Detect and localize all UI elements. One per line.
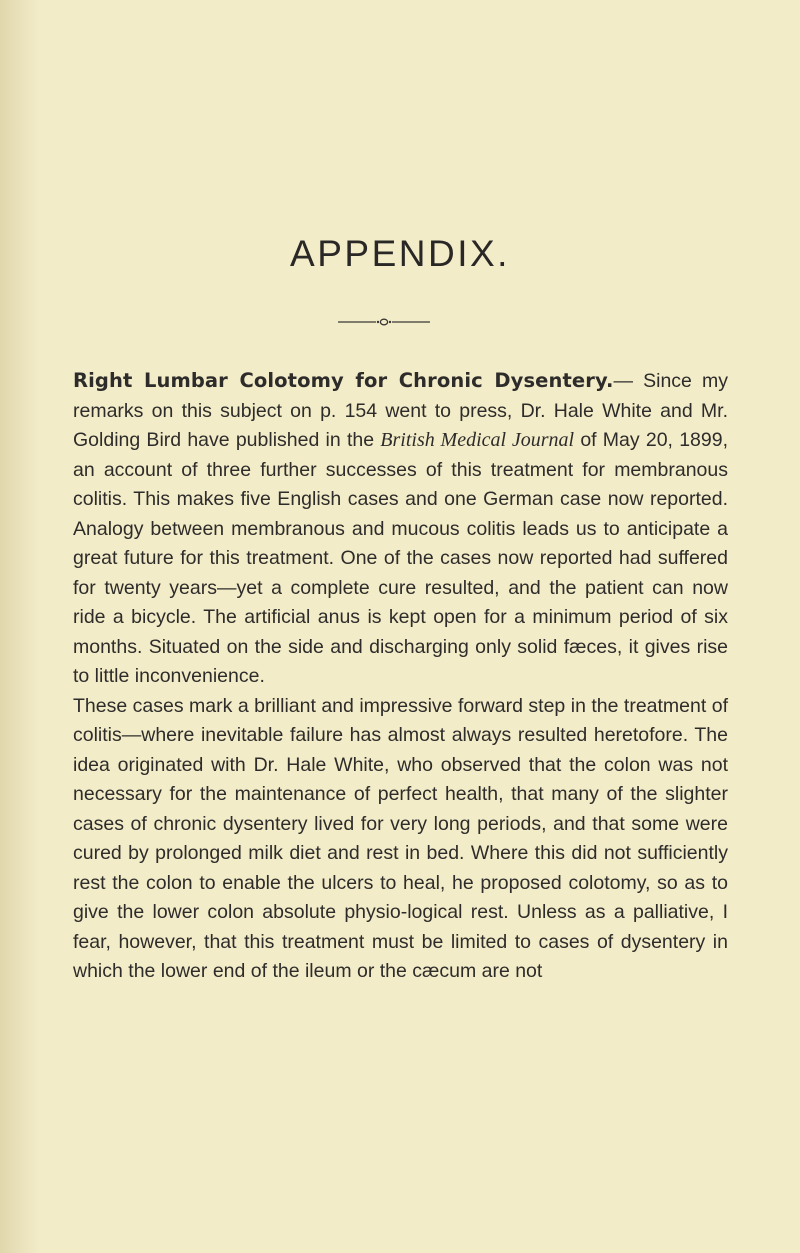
paragraph-1-text-a: Since my remarks on this subject on p. 154 went to press, Dr. Hale White and Mr. Golding Bird have published in the (73, 370, 728, 451)
ornament-center-ring (380, 319, 387, 325)
ornament-left-dot (377, 321, 379, 323)
ornament-right-dot (389, 321, 391, 323)
paragraph-2: These cases mark a brilliant and impressive forward step in the treatment of colitis—where inevitable failure has almost always resulted heretofore. The idea originated with Dr. Hale White, who observed that the colon was not necessary for the maintenance of perfect health, that many of the slighter cases of chronic dysentery lived for very long periods, and that some were cured by prolonged milk diet and rest in bed. Where this did not sufficiently rest the colon to enable the ulcers to heal, he proposed colotomy, so as to give the lower colon absolute physio-logical rest. Unless as a palliative, I fear, however, that this treatment must be limited to cases of dysentery in which the lower end of the ileum or the cæcum are not (73, 694, 728, 982)
section-title-dash: — (613, 370, 633, 392)
page-heading: APPENDIX. (290, 233, 510, 274)
paragraph-1 (73, 366, 728, 692)
page-edge-shadow (0, 0, 40, 1253)
appendix-body (73, 366, 728, 987)
paragraph-1-text-b: of May 20, 1899, an account of three further successes of this treatment for membranous colitis. This makes five English cases and one German case now reported. Analogy between membranous and mucous colitis leads us to anticipate a great future for this treatment. One of the cases now reported had suffered for twenty years—yet a complete cure resulted, and the patient can now ride a bicycle. The artificial anus is kept open for a minimum period of six months. Situated on the side and discharging only solid fæces, it gives rise to little inconvenience. (73, 429, 728, 687)
ornamental-rule (338, 318, 430, 326)
section-title: Right Lumbar Colotomy for Chronic Dysentery. (73, 369, 614, 392)
journal-title: British Medical Journal (380, 429, 575, 451)
